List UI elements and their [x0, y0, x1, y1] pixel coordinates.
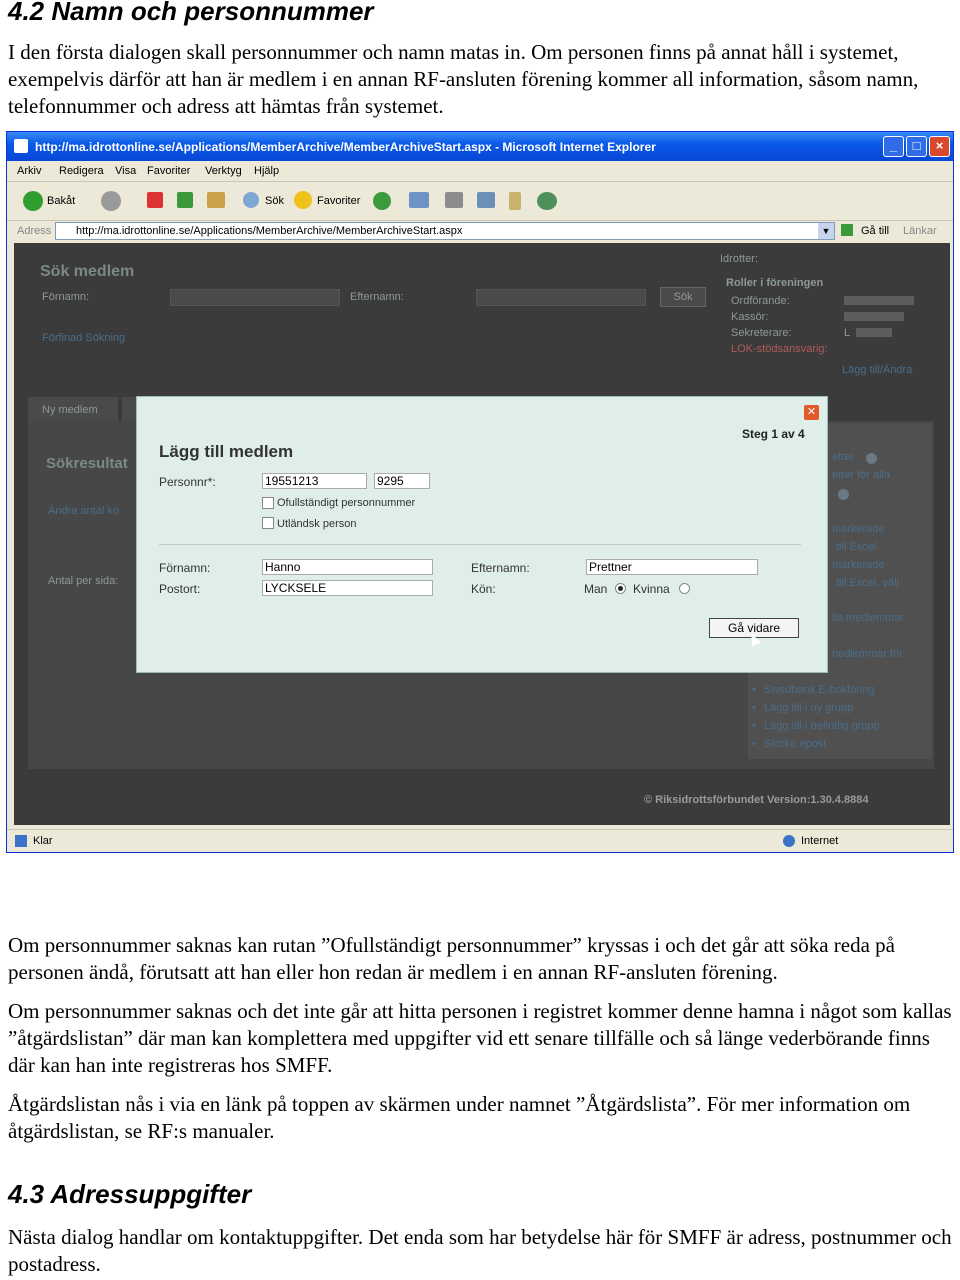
- incomplete-pnr-label: Ofullständigt personnummer: [277, 497, 416, 509]
- page-status-icon: [15, 835, 27, 847]
- url-dropdown-icon[interactable]: ▼: [818, 223, 834, 239]
- treasurer-value-blurred: [844, 312, 904, 321]
- internet-zone-icon: [783, 835, 795, 847]
- role-chairman: Ordförande:: [731, 295, 790, 307]
- action-link-1[interactable]: etter: [832, 451, 855, 463]
- bullet-dot: •: [752, 738, 756, 750]
- search-button-page[interactable]: Sök: [660, 287, 706, 307]
- foreign-person-checkbox[interactable]: [262, 517, 274, 529]
- chairman-value-blurred: [844, 296, 914, 305]
- help-icon-2[interactable]: [838, 489, 849, 500]
- paragraph-action-list-access: Åtgärdslistan nås i via en länk på toppen av skärmen under namnet ”Åtgärdslista”. För mer information om åtgärdslistan, se RF:s manualer.: [8, 1092, 911, 1143]
- foreign-person-label: Utländsk person: [277, 518, 357, 530]
- gender-male-label: Man: [584, 582, 608, 596]
- search-member-title: Sök medlem: [40, 263, 135, 280]
- section-heading-4-3: 4.3 Adressuppgifter: [8, 1179, 252, 1209]
- action-link-5[interactable]: markerade: [832, 559, 885, 571]
- links-label[interactable]: Länkar: [903, 225, 937, 237]
- search-firstname-input[interactable]: [170, 289, 340, 306]
- per-page-label: Antal per sida:: [48, 575, 119, 587]
- pnr-date-input[interactable]: 19551213: [262, 473, 367, 489]
- page-footer: © Riksidrottsförbundet Version:1.30.4.8884: [644, 794, 869, 806]
- tab-new-member-label: Ny medlem: [42, 404, 98, 416]
- pnr-suffix-input[interactable]: 9295: [374, 473, 430, 489]
- bullet-dot: •: [752, 720, 756, 732]
- address-label: Adress: [17, 225, 52, 237]
- action-send-email[interactable]: Skicka epost: [764, 738, 827, 750]
- dialog-divider: [159, 544, 801, 545]
- print-icon[interactable]: [445, 192, 463, 208]
- action-link-6[interactable]: till Excel, välj: [836, 577, 899, 589]
- incomplete-pnr-checkbox[interactable]: [262, 497, 274, 509]
- ie-logo-icon: [14, 139, 28, 153]
- url-field[interactable]: [55, 222, 835, 240]
- role-secretary: Sekreterare:: [731, 327, 792, 339]
- search-icon[interactable]: [243, 192, 259, 208]
- search-lastname-input[interactable]: [476, 289, 646, 306]
- sports-label: Idrotter:: [720, 253, 758, 265]
- minimize-button[interactable]: _: [883, 136, 904, 157]
- action-link-3[interactable]: markerade: [832, 523, 885, 535]
- browser-window: [6, 131, 954, 853]
- role-treasurer: Kassör:: [731, 311, 769, 323]
- favorites-star-icon[interactable]: [294, 191, 312, 209]
- url-text: http://ma.idrottonline.se/Applications/MemberArchive/MemberArchiveStart.aspx: [76, 225, 463, 237]
- menu-arkiv[interactable]: Arkiv: [17, 165, 42, 177]
- postort-input[interactable]: LYCKSELE: [262, 580, 433, 596]
- gender-label: Kön:: [471, 582, 496, 596]
- secretary-value: L: [844, 327, 851, 339]
- action-link-7[interactable]: lla medlemmar: [832, 612, 905, 624]
- action-link-8[interactable]: nedlemmar för: [832, 648, 903, 660]
- firstname-label: Förnamn:: [42, 291, 90, 303]
- action-link-4[interactable]: till Excel: [836, 541, 877, 553]
- dialog-lastname-input[interactable]: Prettner: [586, 559, 758, 575]
- add-change-link[interactable]: Lägg till/Ändra: [842, 364, 913, 376]
- next-button[interactable]: Gå vidare: [709, 618, 799, 638]
- toolbar: [7, 182, 953, 221]
- paragraph-address: Nästa dialog handlar om kontaktuppgifter. Det enda som har betydelse här för SMFF är adress, postnummer och postadress.: [8, 1225, 952, 1276]
- help-icon[interactable]: [866, 453, 877, 464]
- pnr-label: Personnr*:: [159, 475, 216, 489]
- close-button[interactable]: ×: [929, 136, 950, 157]
- section-heading-4-2: 4.2 Namn och personnummer: [8, 0, 374, 26]
- menu-verktyg[interactable]: Verktyg: [205, 165, 242, 177]
- lastname-label: Efternamn:: [350, 291, 404, 303]
- mail-icon[interactable]: [409, 192, 429, 208]
- dialog-firstname-input[interactable]: Hanno: [262, 559, 433, 575]
- maximize-button[interactable]: □: [906, 136, 927, 157]
- tab-new-member[interactable]: [28, 397, 118, 421]
- dialog-close-icon[interactable]: ✕: [804, 405, 819, 420]
- go-arrow-icon[interactable]: [841, 224, 853, 236]
- intro-paragraph: I den första dialogen skall personnummer och namn matas in. Om personen finns på annat håll i systemet, exempelvis därför att han är medlem i en annan RF-ansluten förening kommer all information, såsom namn, telefonnummer och adress att hämtas från systemet.: [8, 40, 919, 118]
- menu-redigera[interactable]: Redigera: [59, 165, 104, 177]
- dialog-lastname-label: Efternamn:: [471, 561, 530, 575]
- add-member-dialog: [136, 396, 828, 673]
- change-count-link[interactable]: Ändra antal ko: [48, 505, 119, 517]
- menu-hjalp[interactable]: Hjälp: [254, 165, 280, 177]
- bullet-dot: •: [752, 684, 756, 696]
- postort-label: Postort:: [159, 582, 201, 596]
- back-arrow-icon[interactable]: [23, 191, 43, 211]
- address-bar: [7, 221, 953, 243]
- edit-icon[interactable]: [477, 192, 495, 208]
- favorites-button[interactable]: Favoriter: [317, 195, 361, 207]
- secretary-value-blurred: [856, 328, 892, 337]
- refresh-icon[interactable]: [177, 192, 193, 208]
- stop-icon[interactable]: [147, 192, 163, 208]
- gender-female-radio[interactable]: [679, 583, 690, 594]
- paragraph-action-list: Om personnummer saknas och det inte går att hitta personen i registret kommer denne hamna i något som kallas ”åtgärdslistan” där man kan komplettera med uppgifter vid ett senare tillfälle och så länge vederbörande finns där kan han inte registreras hos SMFF.: [8, 999, 952, 1077]
- menu-bar: [7, 161, 953, 182]
- status-bar: [7, 829, 953, 852]
- action-link-2[interactable]: etter för alla: [832, 469, 891, 481]
- forward-arrow-icon[interactable]: [101, 191, 121, 211]
- action-add-new-group[interactable]: Lägg till i ny grupp: [764, 702, 854, 714]
- action-swedbank[interactable]: Swedbank E-bokföring: [764, 684, 875, 696]
- status-text: Klar: [33, 835, 53, 847]
- history-icon[interactable]: [373, 192, 391, 210]
- menu-favoriter[interactable]: Favoriter: [147, 165, 191, 177]
- refined-search-link[interactable]: Förfinad Sökning: [42, 332, 126, 344]
- action-add-existing-group[interactable]: Lägg till i befintlig grupp: [764, 720, 880, 732]
- roles-title: Roller i föreningen: [726, 277, 824, 289]
- go-button[interactable]: Gå till: [861, 225, 890, 237]
- gender-male-radio[interactable]: [615, 583, 626, 594]
- dialog-step: Steg 1 av 4: [742, 427, 805, 441]
- window-title: http://ma.idrottonline.se/Applications/MemberArchive/MemberArchiveStart.aspx - Microsoft Internet Explorer: [35, 140, 656, 154]
- results-title: Sökresultat: [46, 455, 128, 472]
- paragraph-incomplete-pnr: Om personnummer saknas kan rutan ”Ofullständigt personnummer” kryssas i och det går att söka reda på personen ändå, förutsatt att han eller hon redan är medlem i en annan RF-ansluten förening.: [8, 933, 896, 984]
- lok-label: LOK-stödsansvarig:: [731, 343, 828, 355]
- title-bar: [7, 132, 953, 161]
- bullet-dot: •: [752, 702, 756, 714]
- gender-female-label: Kvinna: [633, 582, 670, 596]
- discuss-icon[interactable]: [509, 192, 521, 210]
- back-button[interactable]: Bakåt: [47, 195, 76, 207]
- zone-text: Internet: [801, 835, 839, 847]
- dialog-firstname-label: Förnamn:: [159, 561, 211, 575]
- menu-visa[interactable]: Visa: [115, 165, 137, 177]
- search-button[interactable]: Sök: [265, 195, 284, 207]
- dialog-title: Lägg till medlem: [159, 442, 294, 461]
- home-icon[interactable]: [207, 192, 225, 208]
- messenger-icon[interactable]: [537, 192, 557, 210]
